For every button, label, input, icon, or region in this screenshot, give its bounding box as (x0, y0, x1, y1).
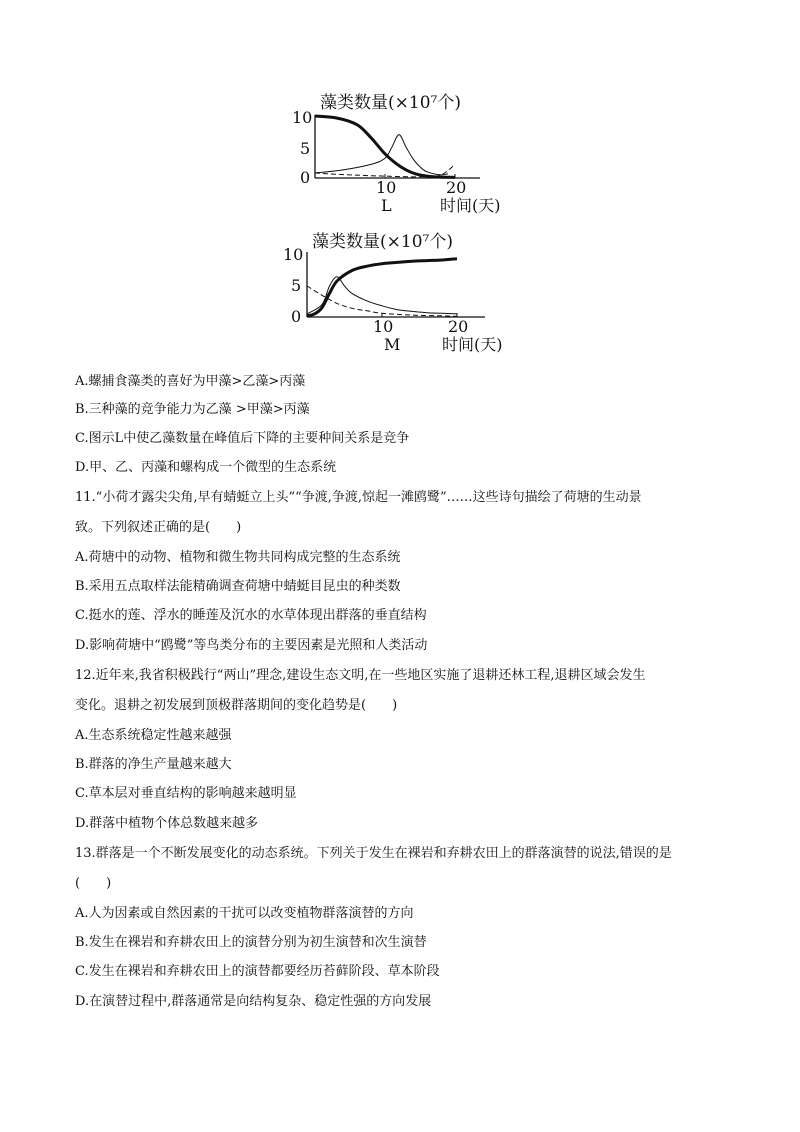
chart-l-x-title: 时间(天) (440, 196, 501, 215)
q11-stem-cont: 致。下列叙述正确的是( ) (75, 520, 242, 535)
q11-option-b: B.采用五点取样法能精确调查荷塘中蜻蜓目昆虫的种类数 (75, 579, 401, 594)
q10-option-d: D.甲、乙、丙藻和螺构成一个微型的生态系统 (75, 460, 337, 475)
chart-l-y-title: 藻类数量(×10⁷个) (320, 93, 461, 113)
q13-option-d: D.在演替过程中,群落通常是向结构复杂、稳定性强的方向发展 (75, 994, 432, 1009)
q10-option-c: C.图示L中使乙藻数量在峰值后下降的主要种间关系是竞争 (75, 431, 410, 446)
q12-stem: 12.近年来,我省积极践行“两山”理念,建设生态文明,在一些地区实施了退耕还林工程,退耕区域会发生 (75, 668, 646, 683)
q11-stem: 11.“小荷才露尖尖角,早有蜻蜓立上头”“争渡,争渡,惊起一滩鸥鹭”……这些诗句描绘了荷塘的生动景 (75, 490, 642, 505)
q12-option-a: A.生态系统稳定性越来越强 (75, 728, 232, 743)
q10-option-b: B.三种藻的竞争能力为乙藻 >甲藻>丙藻 (75, 402, 310, 417)
q13-option-c: C.发生在裸岩和弃耕农田上的演替都要经历苔藓阶段、草本阶段 (75, 964, 440, 979)
chart-m-svg (280, 228, 520, 356)
q11-option-c: C.挺水的莲、浮水的睡莲及沉水的水草体现出群落的垂直结构 (75, 608, 427, 623)
chart-l-y-tick-0: 0 (300, 168, 311, 187)
q10-option-a: A.螺捕食藻类的喜好为甲藻>乙藻>丙藻 (75, 374, 306, 389)
q13-option-b: B.发生在裸岩和弃耕农田上的演替分别为初生演替和次生演替 (75, 935, 427, 950)
chart-m (280, 228, 520, 356)
q12-option-c: C.草本层对垂直结构的影响越来越明显 (75, 786, 297, 801)
chart-m-x-tick-20: 20 (448, 317, 469, 336)
q11-option-a: A.荷塘中的动物、植物和微生物共同构成完整的生态系统 (75, 550, 401, 565)
chart-l-y-tick-5: 5 (300, 139, 311, 158)
chart-l-panel-label: L (381, 196, 392, 215)
chart-m-panel-label: M (384, 335, 401, 354)
q12-option-b: B.群落的净生产量越来越大 (75, 757, 232, 772)
chart-l-plot (315, 116, 455, 177)
chart-m-x-tick-10: 10 (373, 317, 394, 336)
chart-m-y-tick-5: 5 (291, 276, 302, 295)
chart-m-series-thick-line (307, 259, 457, 316)
q11-option-d: D.影响荷塘中“鸥鹭”等鸟类分布的主要因素是光照和人类活动 (75, 638, 428, 653)
q13-stem-cont: ( ) (75, 876, 112, 891)
chart-l-series-thin-line (315, 135, 448, 175)
chart-m-plot (307, 259, 457, 317)
q13-option-a: A.人为因素或自然因素的干扰可以改变植物群落演替的方向 (75, 906, 414, 921)
chart-m-y-title: 藻类数量(×10⁷个) (312, 232, 453, 252)
chart-l (290, 90, 510, 215)
chart-l-series-thick-line (315, 116, 455, 177)
chart-m-x-title: 时间(天) (442, 335, 503, 354)
chart-m-y-tick-0: 0 (291, 307, 302, 326)
q12-stem-cont: 变化。退耕之初发展到顶极群落期间的变化趋势是( ) (75, 698, 398, 713)
chart-l-x-tick-10: 10 (376, 178, 397, 197)
chart-m-y-tick-10: 10 (283, 245, 304, 264)
chart-l-y-tick-10: 10 (292, 108, 313, 127)
chart-l-x-tick-20: 20 (446, 178, 467, 197)
chart-l-svg (290, 90, 510, 215)
q12-option-d: D.群落中植物个体总数越来越多 (75, 816, 259, 831)
q13-stem: 13.群落是一个不断发展变化的动态系统。下列关于发生在裸岩和弃耕农田上的群落演替的说法,错误的是 (75, 846, 672, 861)
